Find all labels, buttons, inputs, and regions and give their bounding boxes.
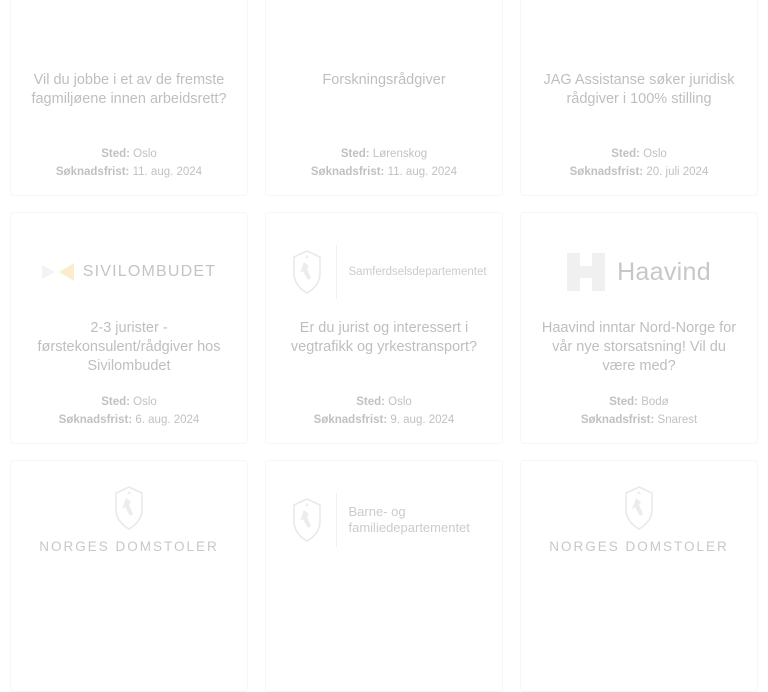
- job-card[interactable]: [520, 212, 758, 444]
- job-deadline-label: Søknadsfrist:: [58, 414, 133, 426]
- job-title: 2-3 jurister - førstekonsulent/rådgiver hos Sivilombudet: [37, 320, 221, 374]
- departement-wordmark: Samferdselsdepartementet: [348, 265, 487, 278]
- job-deadline-value: Snarest: [657, 414, 698, 426]
- haavind-mark-icon: [567, 253, 605, 291]
- job-location-value: Lørenskog: [372, 148, 428, 160]
- job-location: [341, 145, 427, 163]
- job-deadline: [56, 163, 202, 181]
- job-location: [609, 393, 668, 411]
- job-deadline: [311, 163, 457, 181]
- job-location-value: Oslo: [388, 396, 412, 408]
- job-card[interactable]: [10, 0, 248, 196]
- employer-logo-norges-domstoler: [27, 481, 231, 559]
- job-card[interactable]: [265, 460, 503, 692]
- job-location-label: Sted:: [101, 396, 130, 408]
- departement-wordmark: Barne- og familiedepartementet: [348, 504, 470, 535]
- job-location: [611, 145, 667, 163]
- job-title: Haavind inntar Nord-Norge for vår nye storsatsning! Vil du være med?: [541, 320, 737, 374]
- employer-logo-norges-domstoler: [537, 481, 741, 559]
- employer-logo: [537, 0, 741, 63]
- job-deadline: [581, 411, 697, 429]
- haavind-wordmark: Haavind: [617, 257, 711, 286]
- job-title: JAG Assistanse søker juridisk rådgiver i 100% stilling: [543, 72, 735, 107]
- job-deadline: [59, 411, 200, 429]
- norwegian-coat-of-arms-icon: [290, 249, 324, 295]
- norwegian-coat-of-arms-icon: [112, 485, 146, 531]
- job-location-label: Sted:: [609, 396, 639, 408]
- norwegian-coat-of-arms-icon: [622, 485, 656, 531]
- job-deadline-label: Søknadsfrist:: [580, 414, 655, 426]
- job-location: [101, 393, 157, 411]
- job-location: [356, 393, 412, 411]
- job-location-value: Oslo: [133, 396, 157, 408]
- job-location-label: Sted:: [611, 148, 640, 160]
- job-deadline-label: Søknadsfrist:: [569, 166, 644, 178]
- job-deadline-label: Søknadsfrist:: [55, 166, 130, 178]
- sivilombudet-wordmark: SIVILOMBUDET: [82, 263, 217, 280]
- job-card[interactable]: [520, 460, 758, 692]
- job-title: Forskningsrådgiver: [322, 72, 446, 88]
- job-deadline-label: Søknadsfrist:: [310, 166, 385, 178]
- job-location-value: Bodø: [641, 396, 669, 408]
- job-card[interactable]: [520, 0, 758, 196]
- job-location-label: Sted:: [356, 396, 385, 408]
- employer-logo: [27, 0, 231, 63]
- job-deadline-value: 11. aug. 2024: [387, 166, 458, 178]
- employer-logo-haavind: [537, 233, 741, 311]
- sivilombudet-mark-icon: [42, 262, 74, 282]
- logo-divider: [336, 493, 337, 547]
- job-location-label: Sted:: [101, 148, 130, 160]
- employer-logo: [282, 0, 486, 63]
- job-title: Vil du jobbe i et av de fremste fagmiljøene innen arbeidsrett?: [31, 72, 227, 107]
- job-card[interactable]: [10, 212, 248, 444]
- job-deadline-value: 20. juli 2024: [646, 166, 709, 178]
- job-deadline-value: 9. aug. 2024: [390, 414, 455, 426]
- job-card-grid: [10, 0, 758, 692]
- job-deadline: [570, 163, 709, 181]
- job-location: [101, 145, 157, 163]
- domstoler-wordmark: NORGES DOMSTOLER: [549, 539, 729, 554]
- employer-logo-samferdselsdepartementet: [282, 233, 486, 311]
- job-location-value: Oslo: [643, 148, 667, 160]
- logo-divider: [336, 245, 337, 299]
- job-deadline-value: 6. aug. 2024: [135, 414, 200, 426]
- job-card[interactable]: [265, 212, 503, 444]
- job-deadline: [314, 411, 455, 429]
- job-card[interactable]: [10, 460, 248, 692]
- employer-logo-barne-og-familiedepartementet: [282, 481, 486, 559]
- norwegian-coat-of-arms-icon: [290, 497, 324, 543]
- job-title: Er du jurist og interessert i vegtrafikk og yrkestransport?: [290, 320, 478, 355]
- job-location-value: Oslo: [133, 148, 157, 160]
- job-deadline-value: 11. aug. 2024: [132, 166, 203, 178]
- domstoler-wordmark: NORGES DOMSTOLER: [39, 539, 219, 554]
- employer-logo-sivilombudet: [27, 233, 231, 311]
- job-card[interactable]: [265, 0, 503, 196]
- job-deadline-label: Søknadsfrist:: [313, 414, 388, 426]
- job-location-label: Sted:: [340, 148, 370, 160]
